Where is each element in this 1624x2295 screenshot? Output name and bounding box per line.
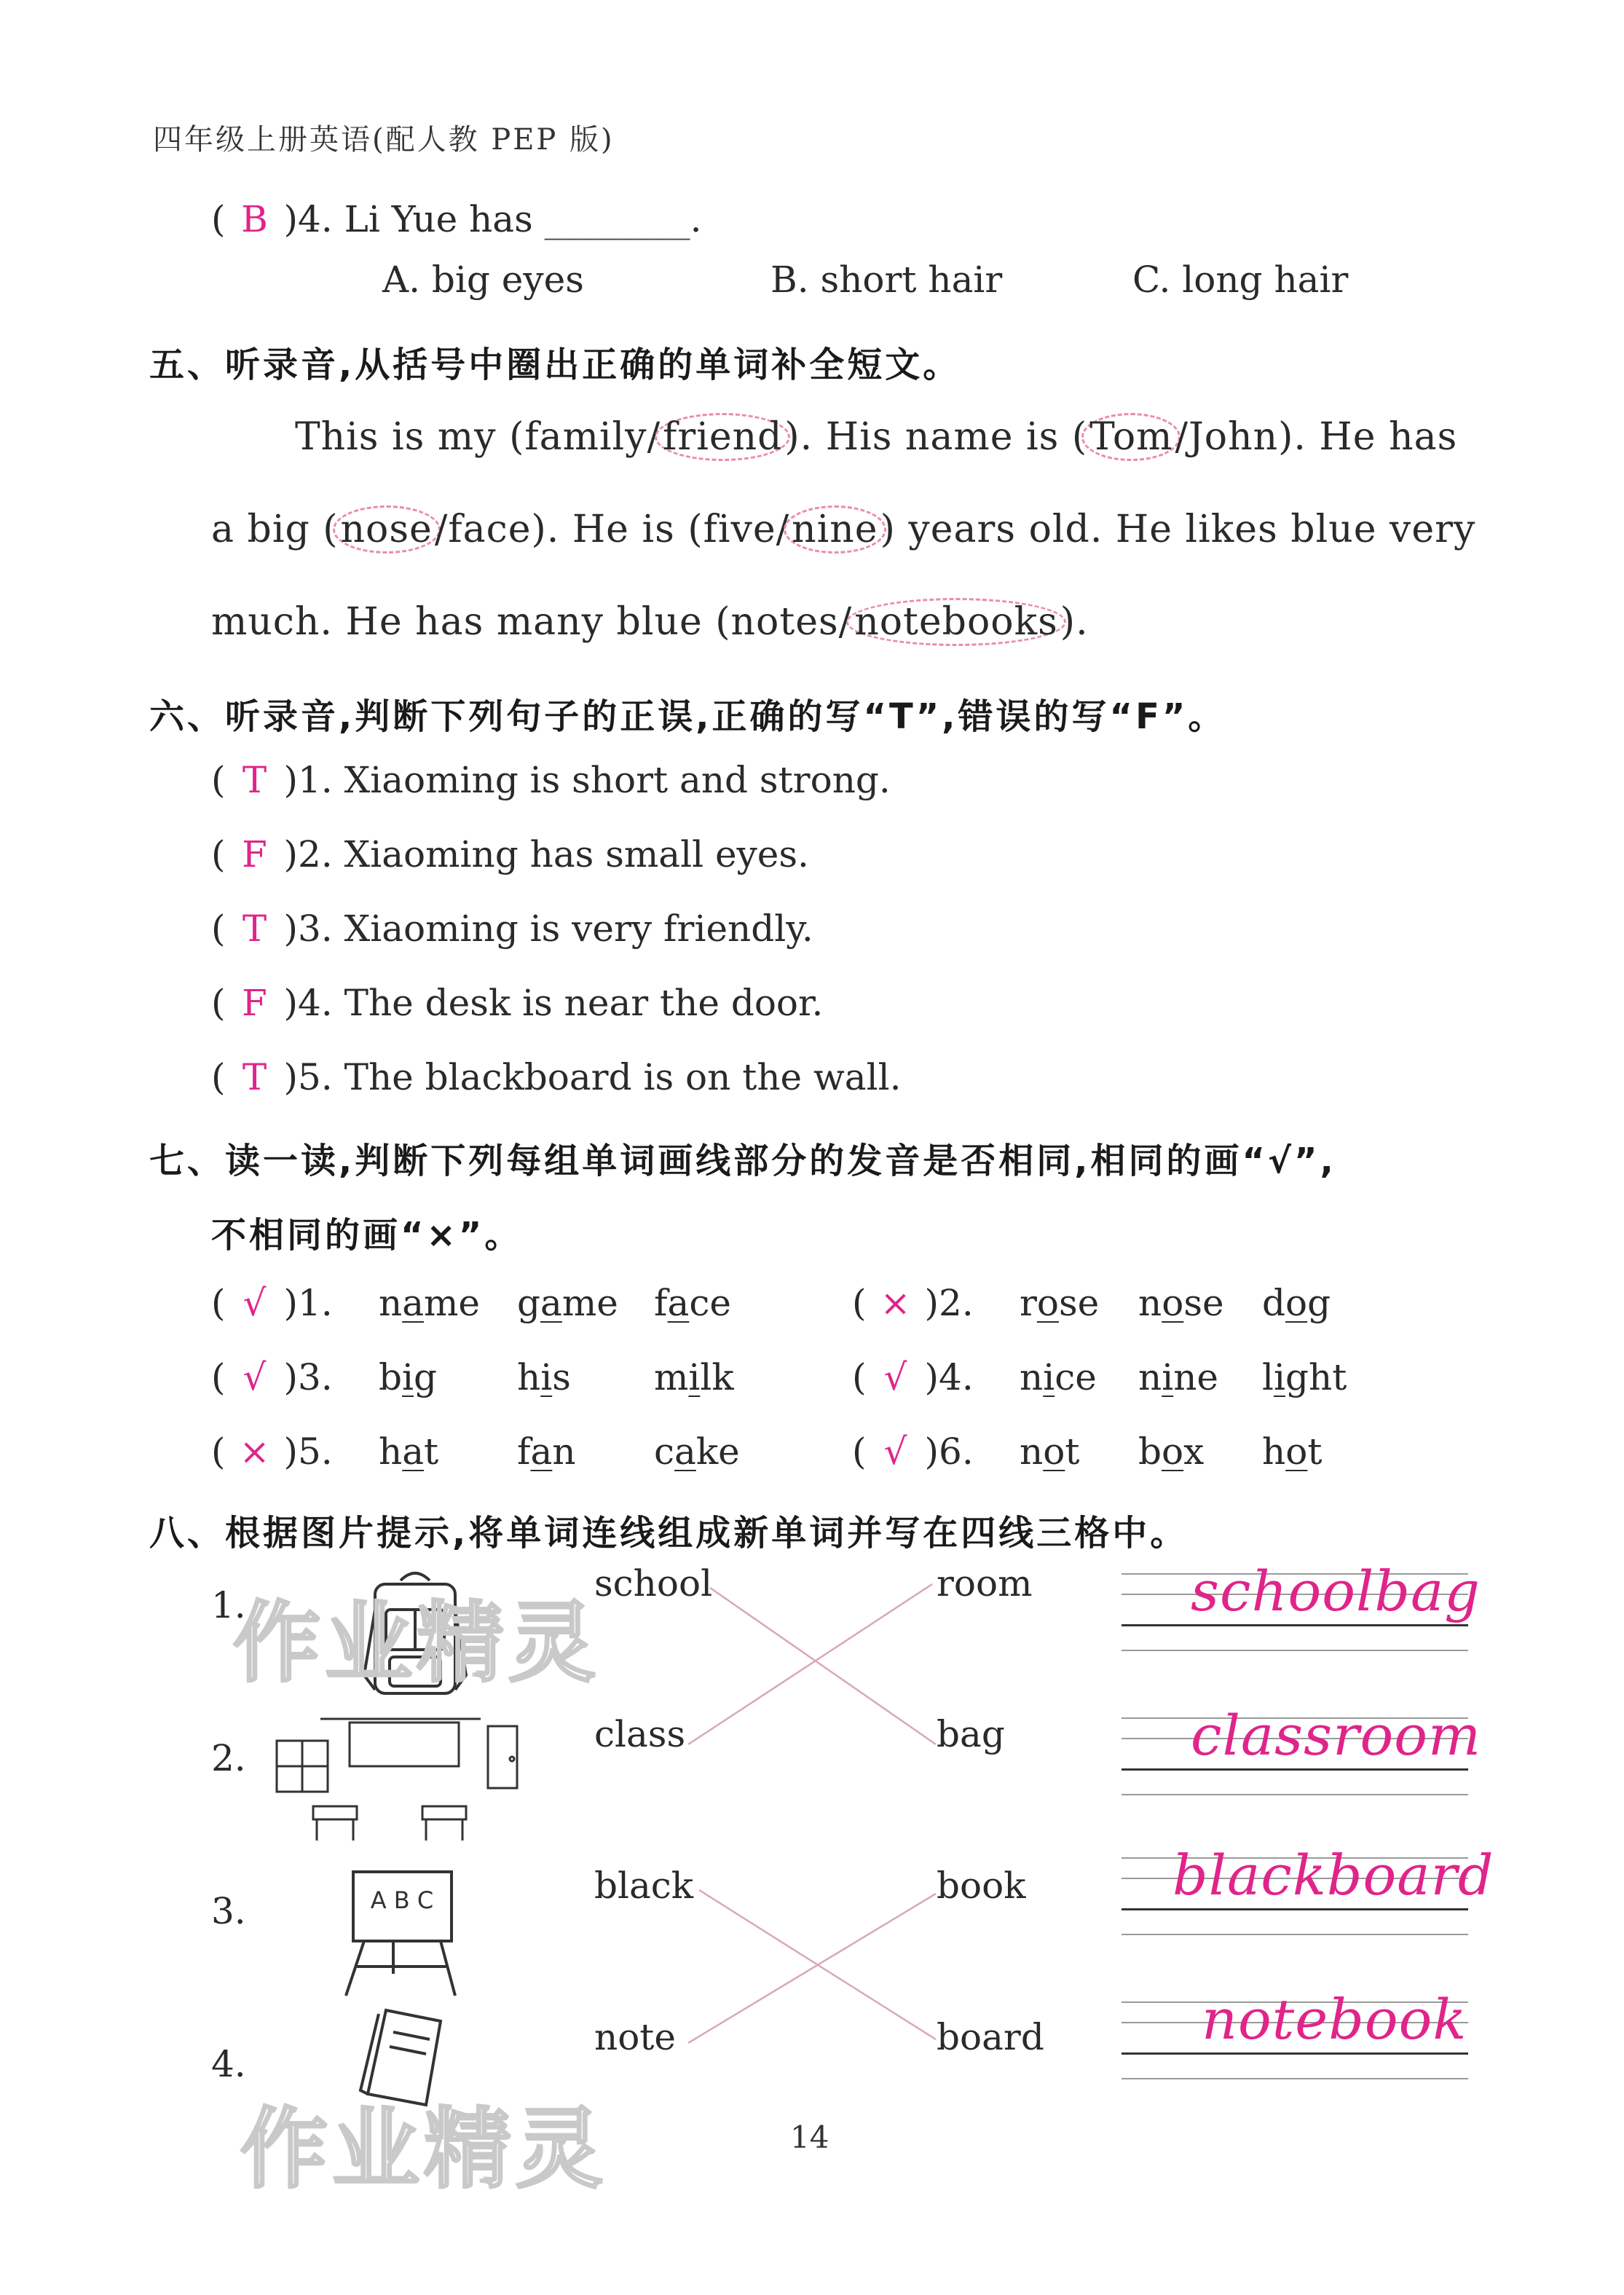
handwritten-answer: blackboard: [1172, 1843, 1494, 1908]
circled-word: Tom: [1081, 413, 1180, 461]
section-6-title: 六、听录音,判断下列句子的正误,正确的写“T”,错误的写“F”。: [149, 696, 1226, 737]
option-a: A. big eyes: [382, 259, 584, 301]
item-number: 2.: [211, 1737, 246, 1779]
right-word: room: [937, 1562, 1033, 1605]
section-5-title: 五、听录音,从括号中圈出正确的单词补全短文。: [149, 345, 961, 385]
circled-word: nose: [333, 505, 441, 554]
phonics-word: not: [1020, 1430, 1080, 1473]
match-line: [688, 1584, 932, 1744]
phonics-item-3: ( √ )3.: [211, 1356, 333, 1398]
phonics-word: rose: [1020, 1282, 1100, 1324]
circled-word: friend: [655, 413, 790, 461]
phonics-word: big: [379, 1356, 438, 1398]
phonics-word: nine: [1138, 1356, 1218, 1398]
page-number: 14: [790, 2119, 829, 2155]
watermark: 作业精灵: [233, 1593, 600, 1694]
match-line: [688, 1894, 936, 2043]
option-c: C. long hair: [1132, 259, 1349, 301]
answer-mark: F: [242, 982, 267, 1024]
passage-line-3: much. He has many blue (notes/notebooks).: [211, 600, 1089, 644]
tf-item-5: ( T )5. The blackboard is on the wall.: [211, 1056, 902, 1098]
item-number: 4.: [211, 2043, 246, 2085]
right-word: bag: [937, 1713, 1005, 1755]
blank: ________: [544, 198, 690, 240]
check-mark: √: [883, 1356, 907, 1398]
section-8-title: 八、根据图片提示,将单词连线组成新单词并写在四线三格中。: [149, 1513, 1189, 1554]
check-mark: √: [883, 1430, 907, 1473]
tf-item-2: ( F )2. Xiaoming has small eyes.: [211, 833, 809, 875]
phonics-word: hot: [1262, 1430, 1323, 1473]
phonics-word: his: [517, 1356, 571, 1398]
phonics-item-2: ( × )2.: [852, 1282, 974, 1324]
phonics-word: face: [654, 1282, 731, 1324]
question-4: ( B )4. Li Yue has ________.: [211, 198, 702, 240]
handwritten-answer: classroom: [1191, 1703, 1482, 1768]
answer-q4: B: [241, 198, 268, 240]
handwritten-answer: schoolbag: [1191, 1559, 1481, 1623]
phonics-word: milk: [654, 1356, 734, 1398]
answer-mark: F: [242, 833, 267, 875]
phonics-word: hat: [379, 1430, 439, 1473]
handwritten-answer: notebook: [1202, 1987, 1467, 2052]
page-header: 四年级上册英语(配人教 PEP 版): [153, 123, 615, 157]
phonics-item-5: ( × )5.: [211, 1430, 333, 1473]
phonics-word: nose: [1138, 1282, 1224, 1324]
phonics-word: nice: [1020, 1356, 1097, 1398]
option-b: B. short hair: [770, 259, 1003, 301]
phonics-item-1: ( √ )1.: [211, 1282, 333, 1324]
phonics-word: box: [1138, 1430, 1205, 1473]
tf-item-4: ( F )4. The desk is near the door.: [211, 982, 824, 1024]
circled-word: notebooks: [846, 598, 1066, 646]
passage-line-2: a big (nose/face). He is (five/nine) years old. He likes blue very: [211, 508, 1475, 551]
cross-mark: ×: [239, 1430, 270, 1473]
phonics-word: cake: [654, 1430, 740, 1473]
left-word: class: [594, 1713, 686, 1755]
answer-mark: T: [242, 1056, 267, 1098]
item-number: 1.: [211, 1584, 246, 1626]
tf-item-1: ( T )1. Xiaoming is short and strong.: [211, 759, 891, 801]
check-mark: √: [243, 1282, 267, 1324]
section-7-title-line-1: 七、读一读,判断下列每组单词画线部分的发音是否相同,相同的画“√”,: [149, 1141, 1336, 1181]
right-word: book: [937, 1865, 1026, 1907]
item-number: 3.: [211, 1890, 246, 1932]
check-mark: √: [243, 1356, 267, 1398]
phonics-word: name: [379, 1282, 481, 1324]
right-word: board: [937, 2016, 1044, 2058]
match-line: [710, 1588, 936, 1744]
phonics-word: fan: [517, 1430, 576, 1473]
left-word: school: [594, 1562, 713, 1605]
passage-line-1: This is my (family/friend). His name is (Tom/John). He has: [295, 415, 1457, 459]
cross-mark: ×: [880, 1282, 911, 1324]
watermark: 作业精灵: [240, 2099, 607, 2200]
left-word: black: [594, 1865, 694, 1907]
section-7-title-line-2: 不相同的画“×”。: [211, 1215, 523, 1256]
answer-mark: T: [242, 759, 267, 801]
left-word: note: [594, 2016, 676, 2058]
circled-word: nine: [784, 505, 886, 554]
phonics-item-4: ( √ )4.: [852, 1356, 974, 1398]
easel-letters: A B C: [370, 1886, 434, 1914]
phonics-word: game: [517, 1282, 618, 1324]
phonics-word: dog: [1262, 1282, 1331, 1324]
phonics-item-6: ( √ )6.: [852, 1430, 974, 1473]
phonics-word: light: [1262, 1356, 1347, 1398]
answer-mark: T: [242, 908, 267, 950]
tf-item-3: ( T )3. Xiaoming is very friendly.: [211, 908, 813, 950]
